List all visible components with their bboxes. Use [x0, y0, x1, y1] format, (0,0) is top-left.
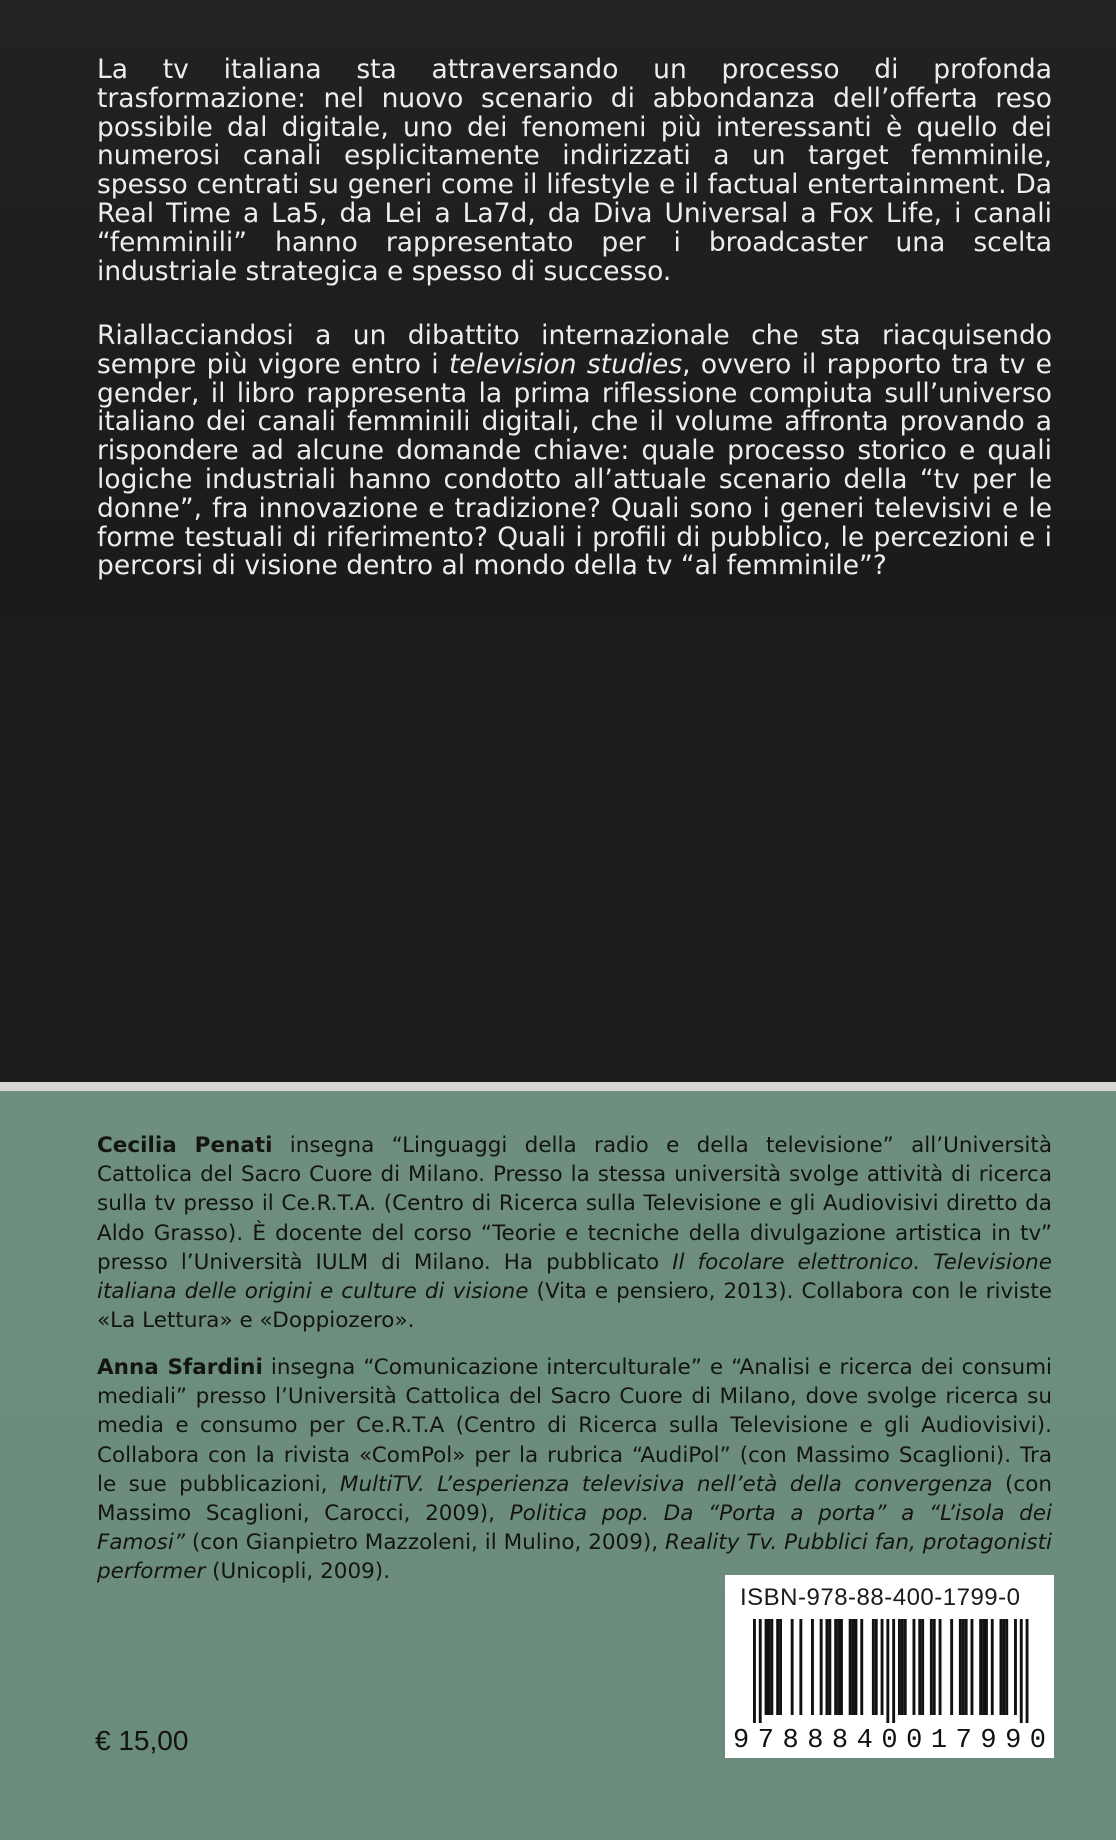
barcode-bar	[768, 1619, 771, 1715]
synopsis-p2-italic: television studies	[448, 348, 683, 380]
price-label: € 15,00	[95, 1725, 189, 1756]
barcode-bar	[979, 1619, 982, 1715]
book-title: Il focolare elettronico. Televisione italiana delle origini e culture di visione	[97, 1249, 1052, 1305]
barcode-bar	[799, 1619, 802, 1715]
barcode-bar	[1002, 1619, 1005, 1715]
barcode-digits: 9788840017990	[733, 1726, 1046, 1753]
barcode-bar	[982, 1619, 985, 1715]
author-name: Cecilia Penati	[97, 1133, 273, 1158]
barcode-bar	[779, 1619, 782, 1715]
synopsis-p2-text-b: , ovvero il rapporto tra tv e gender, il libro rappresenta la prima riflessione compiuta sull’universo italiano dei canali femminili digitali, che il volume affronta provando a rispondere ad alcune domande chiave: quale processo storico e quali logiche industriali hanno condotto all’attuale scenario della “tv per le donne”, fra innovazione e tradizione? Quali sono i generi televisivi e le forme testuali di riferimento? Quali i profili di pubblico, le percezioni e i percorsi di visione dentro al mondo della tv “al femminile”?	[97, 348, 1052, 582]
author-bio-text: (con Gianpietro Mazzoleni, il Mulino, 2009),	[184, 1530, 666, 1556]
barcode-bar	[875, 1619, 878, 1715]
barcode-bar	[828, 1619, 831, 1715]
barcode	[731, 1619, 1048, 1753]
barcode-bar	[791, 1619, 794, 1715]
barcode-bar	[965, 1619, 968, 1715]
barcode-bar	[811, 1619, 814, 1715]
barcode-bar	[855, 1619, 858, 1715]
book-title: Reality Tv. Pubblici fan, protagonisti performer	[97, 1530, 1052, 1585]
barcode-bar	[950, 1619, 953, 1715]
barcode-bar	[770, 1619, 773, 1715]
barcode-bar	[826, 1619, 829, 1715]
barcode-bar	[985, 1619, 988, 1715]
isbn-barcode-box	[725, 1575, 1054, 1758]
author-bio-text: insegna “Linguaggi della radio e della televisione” all’Università Cattolica del Sacro Cuore di Milano. Presso la stessa università svolge attività di ricerca sulla tv presso il Ce.R.T.A. (Centro di Ricerca sulla Televisione e gli Audiovisivi diretto da Aldo Grasso). È docente del corso “Teorie e tecniche della divulgazione artistica in tv” presso l’Università IULM di Milano. Ha pubblicato	[97, 1133, 1052, 1275]
barcode-bar	[834, 1619, 837, 1715]
barcode-bar	[849, 1619, 852, 1715]
barcode-bar	[1005, 1619, 1008, 1715]
barcode-bar	[759, 1619, 762, 1723]
barcode-bar	[939, 1619, 942, 1715]
synopsis-paragraph-1	[97, 56, 1052, 286]
barcode-bar	[991, 1619, 994, 1715]
author-bio-text: insegna “Comunicazione interculturale” e “Analisi e ricerca dei consumi mediali” presso l’Università Cattolica del Sacro Cuore di Milano, dove svolge ricerca su media e consumo per Ce.R.T.A (Centro di Ricerca sulla Televisione e gli Audiovisivi). Collabora con la rivista «ComPol» per la rubrica “AudiPol” (con Massimo Scaglioni). Tra le sue pubblicazioni,	[97, 1355, 1052, 1497]
barcode-bar	[898, 1619, 901, 1715]
barcode-bar	[901, 1619, 904, 1715]
barcode-bar	[1014, 1619, 1017, 1715]
barcode-bar	[852, 1619, 855, 1715]
barcode-bar	[1020, 1619, 1023, 1723]
barcode-bar	[776, 1619, 779, 1715]
barcode-bar	[765, 1619, 768, 1715]
barcode-bar	[971, 1619, 974, 1715]
barcode-bar	[872, 1619, 875, 1715]
barcode-bar	[1000, 1619, 1003, 1715]
barcode-bar	[962, 1619, 965, 1715]
barcode-bar	[886, 1619, 889, 1723]
barcode-bar	[881, 1619, 884, 1715]
author-name: Anna Sfardini	[97, 1355, 263, 1380]
barcode-bar	[930, 1619, 933, 1715]
barcode-bar	[837, 1619, 840, 1715]
synopsis-paragraph-2	[97, 322, 1052, 581]
barcode-bar	[933, 1619, 936, 1715]
barcode-bar	[959, 1619, 962, 1715]
section-divider	[0, 1082, 1116, 1091]
book-title: MultiTV. L’esperienza televisiva nell’età della convergenza	[339, 1471, 993, 1497]
barcode-bar	[904, 1619, 907, 1715]
author-bio-penati	[97, 1131, 1052, 1335]
author-bio-text: (Unicopli, 2009).	[205, 1559, 391, 1585]
barcode-bar	[820, 1619, 823, 1715]
author-bio-text: (con Massimo Scaglioni, Carocci, 2009),	[97, 1471, 1053, 1527]
barcode-bar	[753, 1619, 756, 1723]
barcode-bar	[918, 1619, 921, 1715]
barcode-bar	[860, 1619, 863, 1715]
barcode-bar	[1026, 1619, 1029, 1723]
author-bio-sfardini	[97, 1353, 1052, 1587]
author-bio-text: (Vita e pensiero, 2013). Collabora con le riviste «La Lettura» e «Doppiozero».	[97, 1279, 1052, 1334]
synopsis-p1-text: La tv italiana sta attraversando un processo di profonda trasformazione: nel nuovo scenario di abbondanza dell’offerta reso possibile dal digitale, uno dei fenomeni più interessanti è quello dei numerosi canali esplicitamente indirizzati a un target femminile, spesso centrati su generi come il lifestyle e il factual entertainment. Da Real Time a La5, da Lei a La7d, da Diva Universal a Fox Life, i canali “femminili” hanno rappresentato per i broadcaster una scelta industriale strategica e spesso di successo.	[97, 54, 1052, 287]
isbn-label: ISBN-978-88-400-1799-0	[740, 1584, 1021, 1611]
barcode-bar	[840, 1619, 843, 1715]
synopsis-p2-text-a: Riallacciandosi a un dibattito internazionale che sta riacquisendo sempre più vigore entro i	[97, 320, 1052, 380]
barcode-bar	[913, 1619, 916, 1715]
barcode-bar	[892, 1619, 895, 1723]
barcode-bar	[921, 1619, 924, 1715]
book-title: Politica pop. Da “Porta a porta” a “L’isola dei Famosi”	[97, 1501, 1052, 1556]
